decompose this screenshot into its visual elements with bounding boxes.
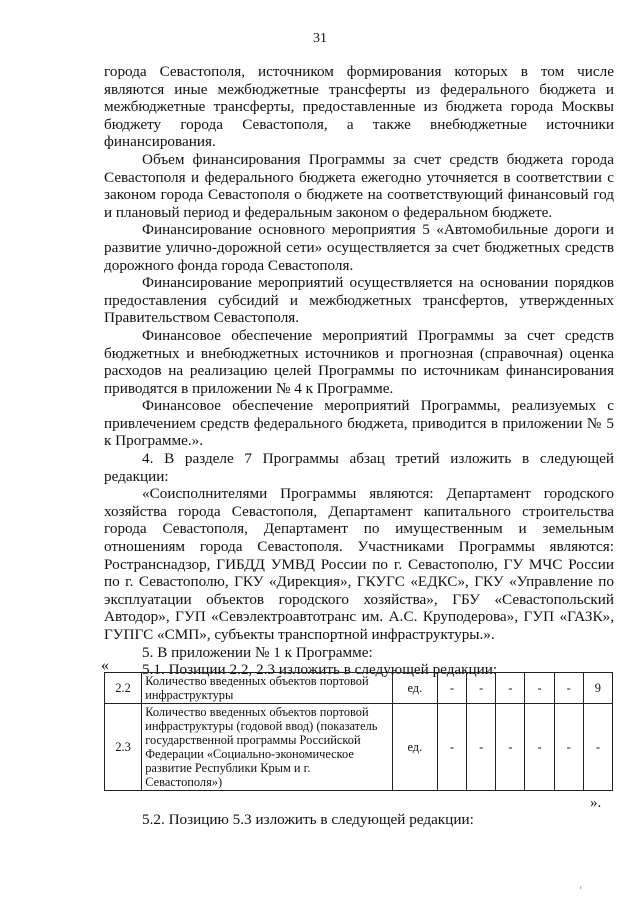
paragraph: Финансирование мероприятий осуществляется на основании порядков предоставления субсидий и межбюджетных трансфертов, утвержденных Правительством Севастополя. [104,274,614,327]
table-row [105,673,613,704]
paragraph: Финансовое обеспечение мероприятий Программы за счет средств бюджетных и внебюджетных источников и прогнозная (справочная) оценка расходов на реализацию целей Программы по источникам финансирования приводятся в приложении № 4 к Программе. [104,326,614,397]
indicator-name-cell: Количество введенных объектов портовой инфраструктуры [142,673,392,704]
table-row [105,704,613,791]
value-cell: - [437,673,466,704]
value-cell: - [554,704,583,791]
paragraph: Финансовое обеспечение мероприятий Программы, реализуемых с привлечением средств федерального бюджета, приводится в приложении № 5 к Программе.». [104,397,614,450]
indicator-table [104,672,613,791]
body-text [104,63,614,679]
paragraph: «Соисполнителями Программы являются: Департамент городского хозяйства города Севастополя, Департамент капитального строительства города Севастополя, Департамент по имущественным и земельным отношениям города Севастополя. Участниками Программы являются: Ространснадзор, ГИБДД УМВД России по г. Севастополю, ГУ МЧС России по г. Севастополю, ГКУ «Дирекция», ГКУГС «ЕДКС», ГКУ «Управление по эксплуатации объектов городского хозяйства», ГБУ «Севастопольский Автодор», ГУП «Севэлектроавтотранс им. А.С. Круподерова», ГУП «ГАЗК», ГУПГС «СМП», субъекты транспортной инфраструктуры.». [104,485,614,643]
value-cell: - [583,704,612,791]
value-cell: - [554,673,583,704]
paragraph: 4. В разделе 7 Программы абзац третий изложить в следующей редакции: [104,450,614,485]
value-cell: - [437,704,466,791]
indicator-name-cell: Количество введенных объектов портовой инфраструктуры (годовой ввод) (показатель государственной программы Российской Федерации «Социально-экономическое развитие Республики Крым и г. Севастополя») [142,704,392,791]
corner-mark: ᵣ [580,880,583,890]
value-cell: - [467,673,496,704]
value-cell: - [496,673,525,704]
value-cell: - [467,704,496,791]
paragraph: города Севастополя, источником формирования которых в том числе являются иные межбюджетные трансферты из федерального бюджета и межбюджетные трансферты, предоставленные из бюджета города Москвы бюджету города Севастополя, а также внебюджетные источники финансирования. [104,63,614,151]
row-number-cell: 2.3 [105,704,142,791]
paragraph-5-2: 5.2. Позицию 5.3 изложить в следующей редакции: [142,811,474,828]
table-quote-close: ». [590,795,602,811]
value-cell: 9 [583,673,612,704]
paragraph: Финансирование основного мероприятия 5 «Автомобильные дороги и развитие улично-дорожной сети» осуществляется за счет бюджетных средств дорожного фонда города Севастополя. [104,221,614,274]
row-number-cell: 2.2 [105,673,142,704]
paragraph: 5.1. Позиции 2.2, 2.3 изложить в следующей редакции: [142,661,498,679]
value-cell: - [525,673,554,704]
paragraph: Объем финансирования Программы за счет средств бюджета города Севастополя и федерального бюджета ежегодно уточняется в соответствии с законом города Севастополя о бюджете на соответствующий финансовый год и плановый период и федеральным законом о федеральном бюджете. [104,150,614,221]
value-cell: - [525,704,554,791]
page-number: 31 [313,31,327,46]
value-cell: - [496,704,525,791]
paragraph: 5. В приложении № 1 к Программе: [142,643,373,661]
unit-cell: ед. [392,704,437,791]
table-quote-open: « [101,657,109,674]
unit-cell: ед. [392,673,437,704]
